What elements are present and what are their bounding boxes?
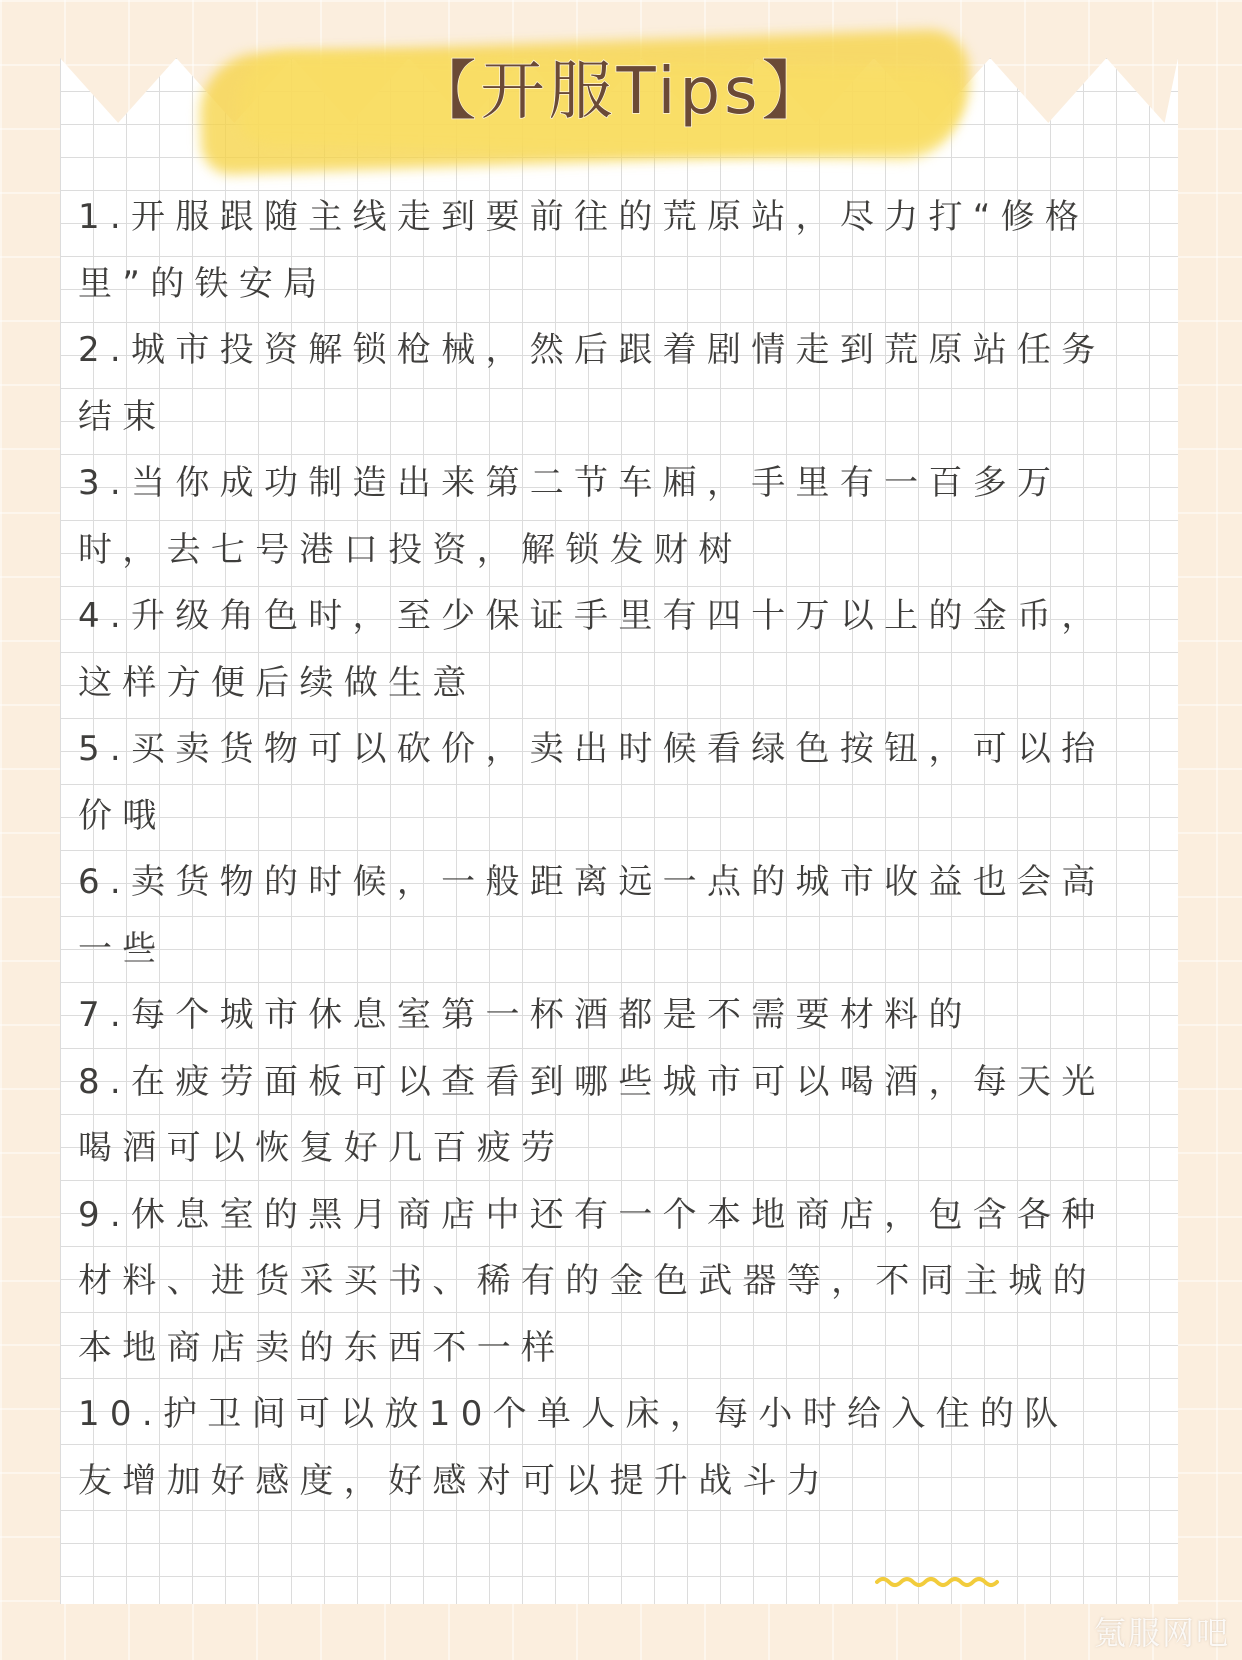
tip-item-3: 3.当你成功制造出来第二节车厢，手里有一百多万时，去七号港口投资，解锁发财树 [78, 463, 1062, 570]
tip-item-5: 5.买卖货物可以砍价，卖出时候看绿色按钮，可以抬价哦 [78, 729, 1106, 836]
squiggle-decoration [875, 1575, 1003, 1589]
page-title: 【开服Tips】 [412, 55, 830, 129]
tips-list [78, 184, 1108, 1514]
watermark: 氪服网吧 [1093, 1614, 1230, 1652]
tip-item-2: 2.城市投资解锁枪械，然后跟着剧情走到荒原站任务结束 [78, 330, 1106, 437]
tip-item-4: 4.升级角色时，至少保证手里有四十万以上的金币，这样方便后续做生意 [78, 596, 1106, 703]
tip-item-9: 9.休息室的黑月商店中还有一个本地商店，包含各种材料、进货采买书、稀有的金色武器等，不同主城的本地商店卖的东西不一样 [78, 1194, 1106, 1368]
tip-item-7: 7.每个城市休息室第一杯酒都是不需要材料的 [78, 995, 973, 1035]
tip-item-8: 8.在疲劳面板可以查看到哪些城市可以喝酒，每天光喝酒可以恢复好几百疲劳 [78, 1061, 1106, 1168]
tip-item-1: 1.开服跟随主线走到要前往的荒原站，尽力打“修格里”的铁安局 [78, 197, 1090, 304]
tip-item-10: 10.护卫间可以放10个单人床，每小时给入住的队友增加好感度，好感对可以提升战斗力 [78, 1394, 1069, 1501]
tip-item-6: 6.卖货物的时候，一般距离远一点的城市收益也会高一些 [78, 862, 1106, 969]
